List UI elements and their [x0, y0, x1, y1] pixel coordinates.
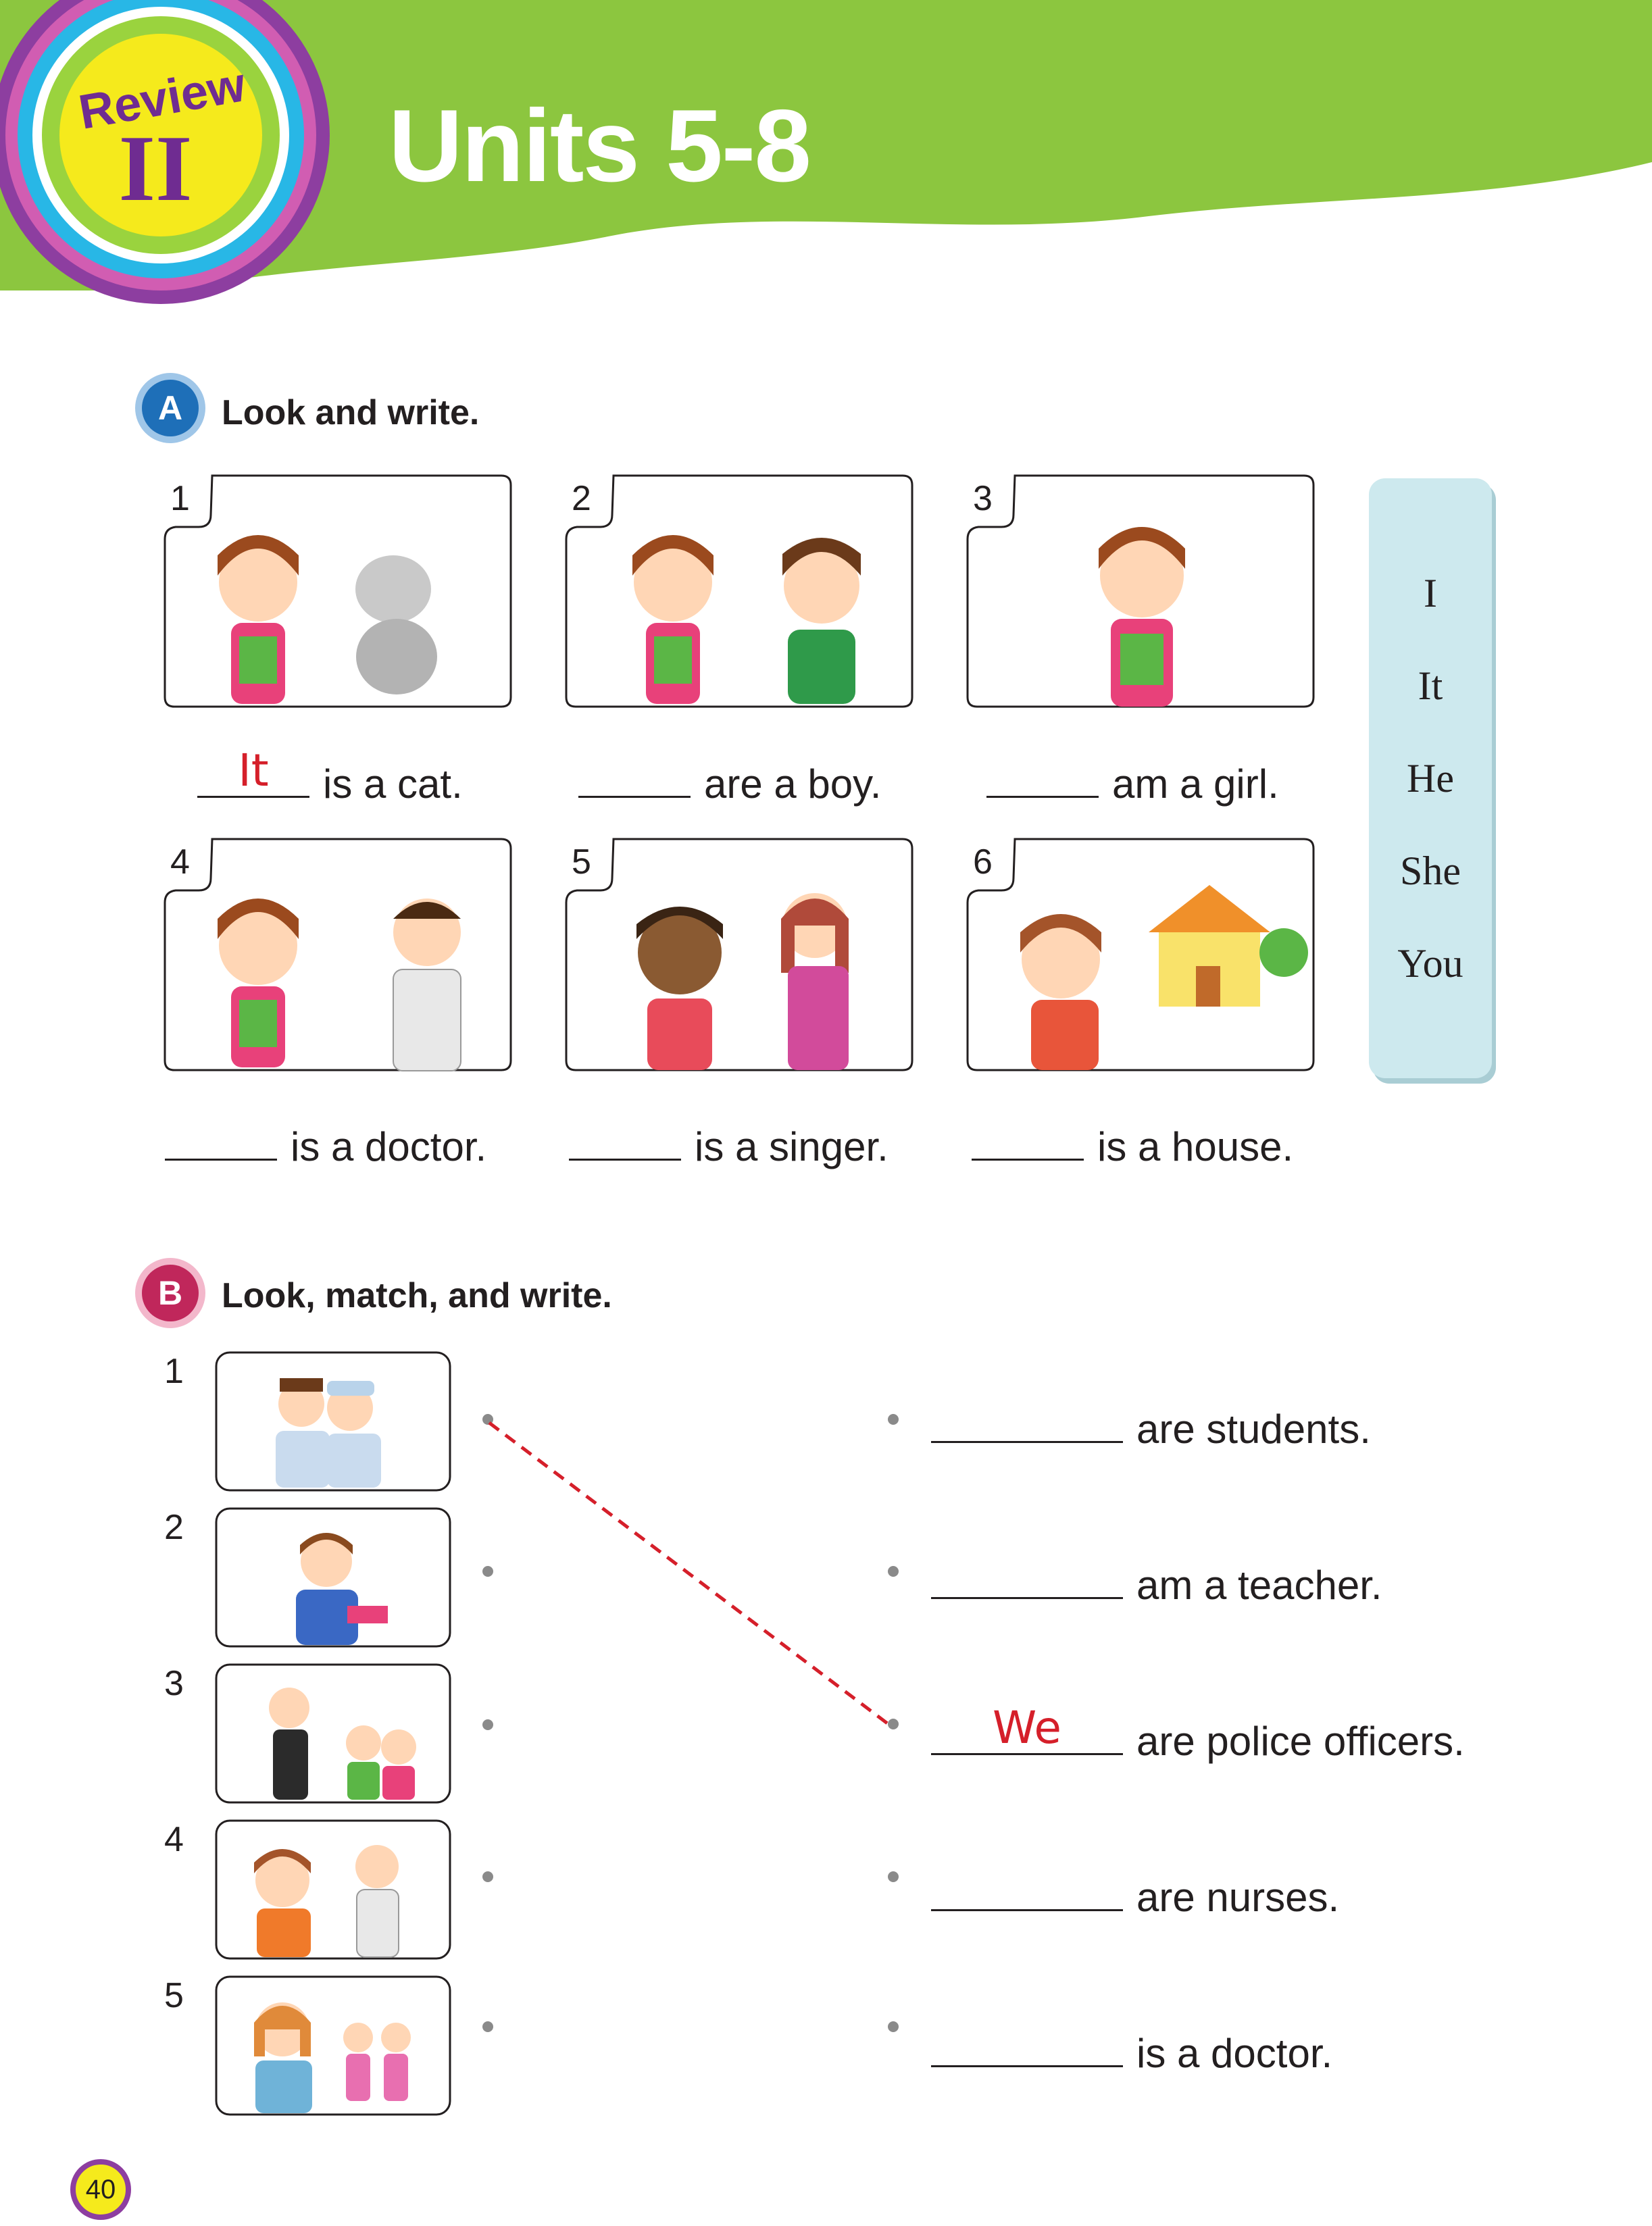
match-sentence	[931, 1869, 1339, 1918]
answer-blank[interactable]	[931, 1557, 1123, 1599]
sentence-text: is a house.	[1097, 1124, 1294, 1169]
picture-number: 1	[164, 1352, 184, 1391]
sentence-text: is a doctor.	[1136, 2031, 1333, 2076]
item-number: 3	[973, 479, 993, 518]
item-number: 1	[170, 479, 190, 518]
answer-blank[interactable]	[931, 2025, 1123, 2067]
review-numeral: II	[118, 116, 193, 221]
match-sentence	[931, 1557, 1382, 1606]
section-b-badge: B	[135, 1258, 205, 1328]
word-bank-item: It	[1418, 663, 1443, 708]
page-number: 40	[70, 2159, 131, 2220]
word-bank-item: He	[1407, 756, 1454, 801]
match-sentence	[931, 1400, 1371, 1450]
answer-text: We	[993, 1702, 1061, 1754]
answer-text: It	[238, 744, 269, 796]
item-number: 4	[170, 842, 190, 882]
picture-number: 3	[164, 1664, 184, 1703]
sentence-text: are students.	[1136, 1407, 1371, 1452]
item-number: 2	[572, 479, 591, 518]
page-title: Units 5-8	[389, 88, 810, 203]
sentence-text: am a girl.	[1112, 761, 1279, 807]
section-a-instruction: Look and write.	[222, 393, 480, 432]
sentence-text: is a doctor.	[291, 1124, 487, 1169]
sentence-text: am a teacher.	[1136, 1563, 1382, 1608]
match-sentence	[931, 2025, 1332, 2074]
sentence-text: is a cat.	[323, 761, 463, 807]
item-number: 6	[973, 842, 993, 882]
answer-blank[interactable]	[931, 1702, 1123, 1755]
answer-blank[interactable]	[931, 1869, 1123, 1911]
match-sentence	[931, 1702, 1465, 1764]
review-word: Review	[74, 57, 250, 140]
word-bank-item: She	[1400, 849, 1461, 893]
section-b-instruction: Look, match, and write.	[222, 1276, 612, 1315]
word-bank-item: You	[1397, 941, 1463, 986]
answer-blank[interactable]	[931, 1400, 1123, 1443]
sentence-text: are nurses.	[1136, 1875, 1340, 1920]
word-bank-item: I	[1424, 571, 1437, 615]
sentence-text: are a boy.	[704, 761, 882, 807]
picture-number: 5	[164, 1976, 184, 2015]
item-number: 5	[572, 842, 591, 882]
picture-number: 2	[164, 1508, 184, 1547]
section-a-badge: A	[135, 373, 205, 443]
sentence-text: is a singer.	[695, 1124, 888, 1169]
sentence-text: are police officers.	[1136, 1719, 1465, 1764]
picture-number: 4	[164, 1820, 184, 1859]
